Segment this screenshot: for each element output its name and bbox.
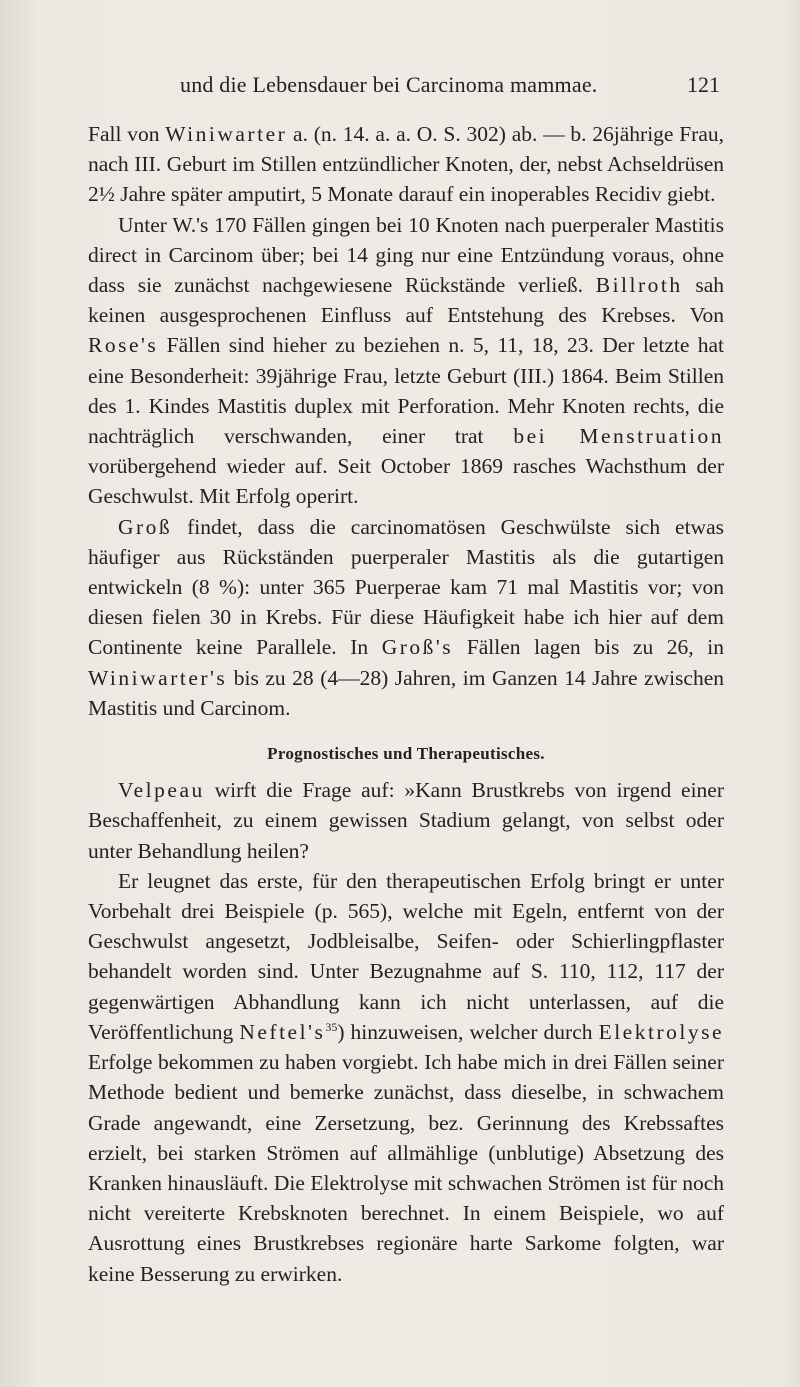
text-run: Erfolge bekommen zu haben vorgiebt. Ich habe mich in drei Fällen seiner Methode bedient und bemerke zunächst, dass dieselbe, in schwachem Grade angewandt, eine Zersetzung, bez. Gerinnung des Krebssaftes erzielt, bei starken Strömen auf allmählige (unblutige) Absetzung des Kranken hinausläuft. Die Elektrolyse mit schwachen Strömen ist für noch nicht vereiterte Krebsknoten berechnet. In einem Beispiele, wo auf Ausrottung eines Brustkrebses regionäre harte Sarkome folgten, war keine Besserung zu erwirken. xyxy=(88,1050,724,1286)
text-run: sah keinen ausgesprochenen Einfluss auf Entstehung des Krebses. Von xyxy=(88,273,724,328)
paragraph-gross xyxy=(88,512,724,723)
author-name: Winiwarter xyxy=(165,122,288,146)
page-number: 121 xyxy=(687,72,720,97)
text-run: vorübergehend wieder auf. Seit October 1869 rasches Wachsthum der Geschwulst. Mit Erfolg operirt. xyxy=(88,454,724,509)
author-name: Rose's xyxy=(88,333,159,358)
paragraph-therapy xyxy=(88,866,724,1289)
paragraph-statistics xyxy=(88,210,724,512)
text-run: Unter W.'s 170 Fällen gingen bei 10 Knoten nach puerperaler Mastitis direct in Carcinom über; bei 14 ging nur eine Entzündung voraus, ohne dass sie zunächst nachgewiesene Rückstände verließ. xyxy=(88,212,724,298)
author-name: Billroth xyxy=(595,273,683,298)
paragraph-winiwarter-case xyxy=(88,119,724,210)
text-run: a. (n. 14. a. a. O. S. 302) ab. — b. 26jährige Frau, nach III. Geburt im Stillen entzündlicher Knoten, der, nebst Achseldrüsen 2½ Jahre später amputirt, 5 Monate darauf ein inoperables Recidiv giebt. xyxy=(88,122,725,207)
author-name: Winiwarter's xyxy=(88,665,228,690)
author-name: Groß xyxy=(118,514,173,539)
text-run: Fällen sind hieher zu beziehen n. 5, 11, 18, 23. Der letzte hat eine Besonderheit: 39jährige Frau, letzte Geburt (III.) 1864. Beim Stillen des 1. Kindes Mastitis duplex mit Perforation. Mehr Knoten rechts, die nachträglich verschwanden, einer trat xyxy=(88,333,724,449)
author-name: Velpeau xyxy=(118,778,205,803)
text-run: Er leugnet das erste, für den therapeutischen Erfolg bringt er unter Vorbehalt drei Beispiele (p. 565), welche mit Egeln, entfernt von der Geschwulst angesetzt, Jodbleisalbe, Seifen- oder Schierlingpflaster behandelt worden sind. Unter Bezugnahme auf S. 110, 112, 117 der gegenwärtigen Abhandlung kann ich nicht unterlassen, auf die Veröffentlichung xyxy=(88,868,724,1044)
author-name: Groß's xyxy=(381,635,454,660)
page-header xyxy=(180,72,720,98)
section-heading: Prognostisches und Therapeutisches. xyxy=(267,744,545,764)
text-run: bis zu 28 (4—28) Jahren, im Ganzen 14 Jahre zwischen Mastitis und Carcinom. xyxy=(88,665,724,720)
text-run: Fällen lagen bis zu 26, in xyxy=(453,635,724,660)
body-text xyxy=(88,119,724,1289)
emphasis: Elektrolyse xyxy=(598,1019,724,1044)
paragraph-velpeau xyxy=(88,775,724,866)
running-title: und die Lebensdauer bei Carcinoma mammae. xyxy=(180,72,598,97)
footnote-ref: 35 xyxy=(325,1019,338,1034)
emphasis: bei Menstruation xyxy=(513,424,724,449)
author-name: Neftel's xyxy=(239,1019,326,1044)
text-run: findet, dass die carcinomatösen Geschwülste sich etwas häufiger aus Rückständen puerperaler Mastitis als die gutartigen entwickeln (8 %): unter 365 Puerperae kam 71 mal Mastitis vor; von diesen fielen 30 in Krebs. Für diese Häufigkeit habe ich hier auf dem Continente keine Parallele. In xyxy=(88,514,724,660)
text-run: Fall von xyxy=(88,122,166,146)
text-run: wirft die Frage auf: »Kann Brustkrebs von irgend einer Beschaffenheit, zu einem gewissen Stadium gelangt, von selbst oder unter Behandlung heilen? xyxy=(88,778,724,863)
text-run: ) hinzuweisen, welcher durch xyxy=(337,1019,599,1044)
